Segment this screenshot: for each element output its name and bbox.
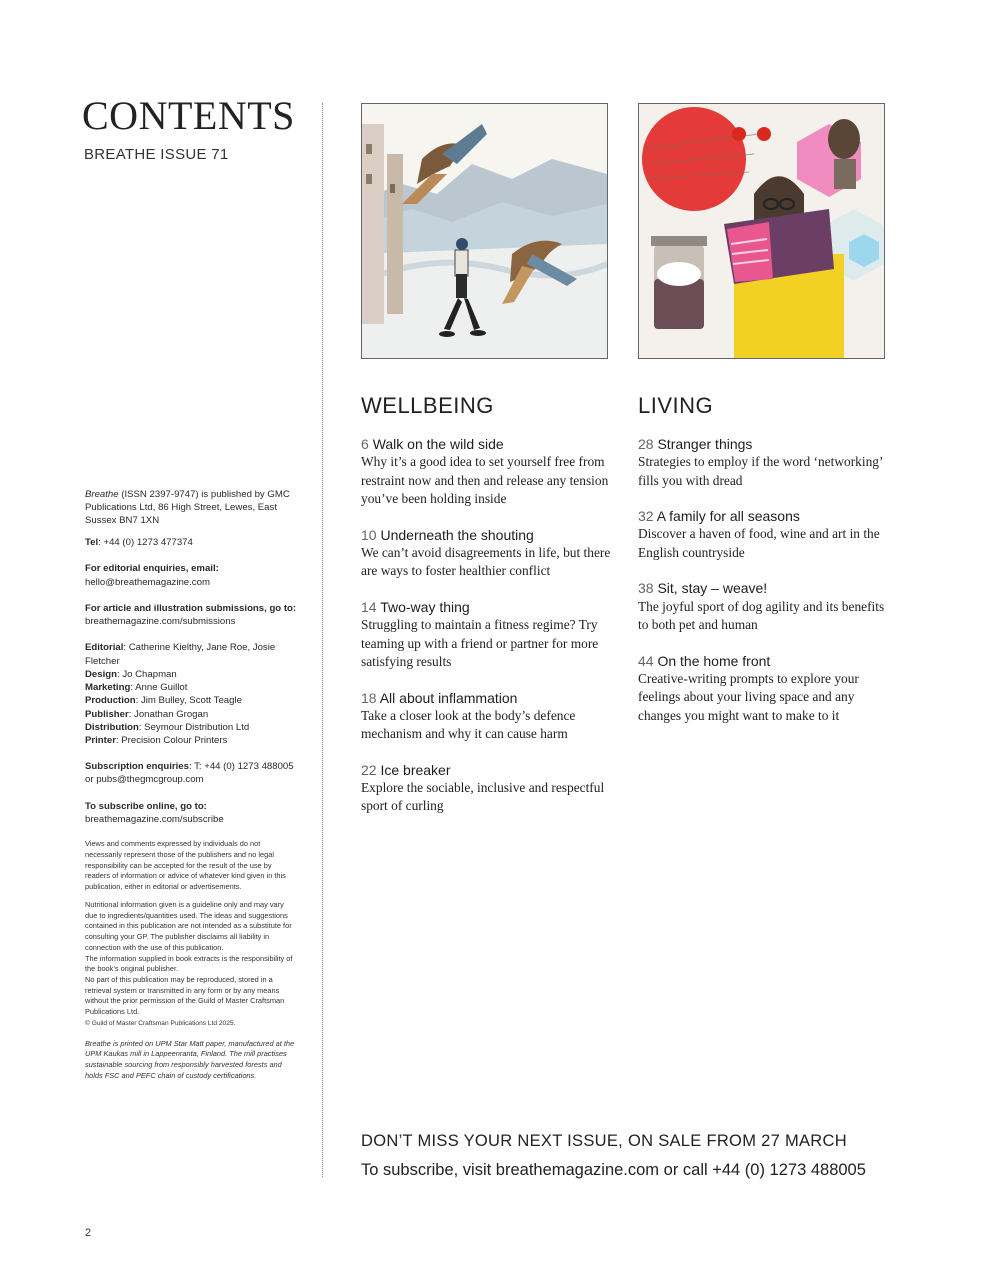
entry-title: Two-way thing bbox=[380, 598, 470, 615]
section-title-wellbeing: WELLBEING bbox=[361, 393, 494, 418]
entry-page: 6 bbox=[361, 436, 369, 452]
subscription-enquiries: Subscription enquiries: T: +44 (0) 1273 488005 or pubs@thegmcgroup.com bbox=[85, 761, 294, 786]
legal-notes: Nutritional information given is a guideline only and may vary due to ingredients/quantities used. The ideas and suggestions contained in this publication are not intended as a substitute for consulting your GP. The publisher disclaims all liability in connection with the use of this publication. The information supplied in book extracts is the responsibility of the book’s original publisher. No part of this publication may be reproduced, stored in a retrieval system or transmitted in any form or by any means without the prior permission of the Guild of Master Craftsman Publications Ltd. © Guild of Master Craftsman Publications Ltd 2025. bbox=[85, 899, 293, 1027]
credit-line: Distribution: Seymour Distribution Ltd bbox=[85, 721, 250, 733]
editorial-email[interactable]: hello@breathemagazine.com bbox=[85, 576, 210, 588]
wellbeing-illustration bbox=[361, 103, 608, 359]
issue-label: BREATHE ISSUE 71 bbox=[84, 146, 229, 163]
entry-heading bbox=[638, 507, 888, 525]
entry-description: Take a closer look at the body’s defence mechanism and why it can cause harm bbox=[361, 707, 576, 742]
contents-entry[interactable] bbox=[638, 507, 888, 562]
page-number: 2 bbox=[85, 1227, 92, 1239]
contents-entry[interactable] bbox=[361, 689, 611, 744]
entry-title: All about inflammation bbox=[379, 689, 518, 706]
publisher-line: Breathe (ISSN 2397-9747) is published by GMC Publications Ltd, 86 High Street, Lewes, East Sussex BN7 1XN bbox=[85, 489, 290, 527]
entry-description: Explore the sociable, inclusive and respectful sport of curling bbox=[361, 779, 605, 814]
contents-entry[interactable] bbox=[361, 526, 611, 581]
entry-heading bbox=[361, 435, 611, 453]
entry-page: 14 bbox=[361, 598, 377, 615]
entry-page: 22 bbox=[361, 761, 377, 778]
subscribe-online: To subscribe online, go to: breathemagazine.com/subscribe bbox=[85, 800, 224, 825]
contents-entry[interactable] bbox=[361, 598, 611, 672]
editorial-enquiries: For editorial enquiries, email: hello@breathemagazine.com bbox=[85, 563, 219, 588]
entry-page: 28 bbox=[638, 436, 654, 452]
section-title-living: LIVING bbox=[638, 393, 714, 418]
contents-entry[interactable] bbox=[361, 761, 611, 816]
subscribe-line[interactable]: To subscribe, visit breathemagazine.com or call +44 (0) 1273 488005 bbox=[361, 1161, 866, 1179]
entry-page: 44 bbox=[638, 652, 654, 669]
entry-description: Why it’s a good idea to set yourself free from restraint now and then and release any tension you’ve been holding inside bbox=[361, 454, 609, 507]
contents-entry[interactable] bbox=[638, 579, 888, 634]
colophon bbox=[85, 488, 297, 1089]
entry-heading bbox=[361, 761, 611, 779]
entry-heading bbox=[361, 689, 611, 707]
entry-description: The joyful sport of dog agility and its benefits to both pet and human bbox=[638, 598, 885, 633]
entry-title: Sit, stay – weave! bbox=[657, 580, 768, 597]
credit-line: Publisher: Jonathan Grogan bbox=[85, 708, 209, 720]
magazine-title: Breathe bbox=[85, 489, 119, 500]
credits-list bbox=[85, 641, 297, 747]
entry-page: 18 bbox=[361, 689, 377, 706]
entry-title: On the home front bbox=[657, 652, 771, 669]
entry-heading bbox=[361, 526, 611, 544]
entry-title: Walk on the wild side bbox=[372, 436, 504, 452]
entry-heading bbox=[361, 598, 611, 616]
credit-line: Marketing: Anne Guillot bbox=[85, 682, 188, 694]
entry-title: A family for all seasons bbox=[656, 508, 800, 525]
entry-page: 32 bbox=[638, 508, 654, 525]
entry-description: Discover a haven of food, wine and art in the English countryside bbox=[638, 526, 880, 560]
credit-line: Editorial: Catherine Kielthy, Jane Roe, Josie Fletcher bbox=[85, 642, 276, 667]
entry-description: We can’t avoid disagreements in life, but there are ways to foster healthier conflict bbox=[361, 544, 611, 579]
entry-title: Stranger things bbox=[657, 436, 753, 452]
living-section bbox=[638, 393, 888, 742]
submissions: For article and illustration submissions, go to: breathemagazine.com/submissions bbox=[85, 602, 297, 628]
entry-page: 38 bbox=[638, 580, 654, 597]
credit-line: Design: Jo Chapman bbox=[85, 668, 177, 680]
subscribe-link[interactable]: breathemagazine.com/subscribe bbox=[85, 813, 224, 825]
disclaimer: Views and comments expressed by individuals do not necessarily represent those of the publishers and no legal responsibility can be accepted for the result of the use by readers of information or advice of whatever kind given in this publication, either in editorial or advertisements. bbox=[85, 839, 286, 892]
column-divider bbox=[322, 103, 323, 1177]
contents-entry[interactable] bbox=[638, 652, 888, 726]
tel-line: Tel: +44 (0) 1273 477374 bbox=[85, 537, 193, 549]
credit-line: Production: Jim Bulley, Scott Teagle bbox=[85, 695, 242, 707]
credit-line: Printer: Precision Colour Printers bbox=[85, 735, 228, 747]
wellbeing-section bbox=[361, 393, 611, 833]
next-issue-banner: DON’T MISS YOUR NEXT ISSUE, ON SALE FROM 27 MARCH bbox=[361, 1132, 847, 1150]
living-illustration bbox=[638, 103, 885, 359]
entry-description: Creative-writing prompts to explore your feelings about your living space and any changes you might want to make to it bbox=[638, 670, 859, 723]
contents-entry[interactable] bbox=[361, 435, 611, 509]
contents-entry[interactable] bbox=[638, 435, 888, 490]
entry-title: Ice breaker bbox=[380, 761, 451, 778]
entry-heading bbox=[638, 435, 888, 453]
page-title: CONTENTS bbox=[82, 93, 295, 138]
submissions-link[interactable]: breathemagazine.com/submissions bbox=[85, 616, 236, 628]
entry-page: 10 bbox=[361, 526, 377, 543]
entry-heading bbox=[638, 652, 888, 670]
entry-description: Struggling to maintain a fitness regime? Try teaming up with a friend or partner for more satisfying results bbox=[361, 617, 599, 670]
entry-description: Strategies to employ if the word ‘networking’ fills you with dread bbox=[638, 454, 883, 488]
paper-note: Breathe is printed on UPM Star Matt paper, manufactured at the UPM Kaukas mill in Lappeenranta, Finland. The mill practises sustainable sourcing from responsibly harvested forests and holds FSC and PEFC chain of custody certifications. bbox=[85, 1038, 295, 1080]
entry-title: Underneath the shouting bbox=[380, 526, 534, 543]
entry-heading bbox=[638, 579, 888, 597]
